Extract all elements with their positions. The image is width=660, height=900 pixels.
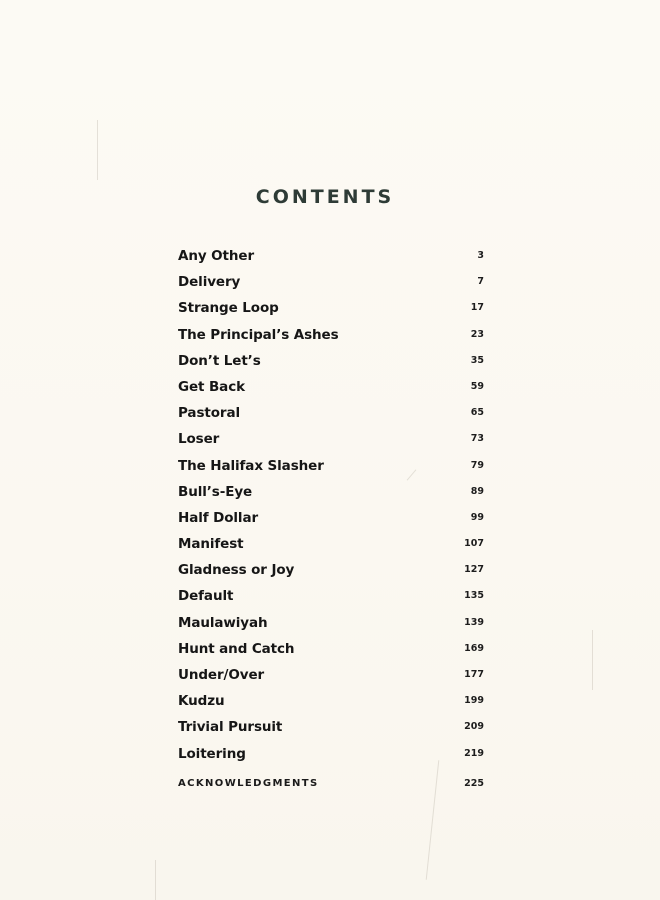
- toc-entry-title: The Halifax Slasher: [178, 457, 324, 474]
- toc-entry[interactable]: [178, 453, 484, 479]
- toc-entry-title: Kudzu: [178, 693, 225, 710]
- toc-entry[interactable]: [178, 662, 484, 688]
- toc-entry[interactable]: [178, 583, 484, 609]
- toc-entry-title: Any Other: [178, 248, 255, 264]
- acknowledgments-title: ACKNOWLEDGMENTS: [178, 778, 319, 789]
- toc-entry-title: Hunt and Catch: [178, 640, 295, 657]
- toc-entry-title: Strange Loop: [178, 300, 279, 317]
- toc-entry[interactable]: [178, 243, 484, 269]
- contents-heading: CONTENTS: [255, 186, 395, 208]
- toc-entry[interactable]: [178, 531, 484, 557]
- toc-entry[interactable]: [178, 688, 484, 714]
- toc-entry-title: Default: [178, 588, 234, 605]
- toc-entry-title: Under/Over: [178, 667, 265, 683]
- toc-entry[interactable]: [178, 610, 484, 636]
- toc-entry-title: Loser: [178, 431, 220, 448]
- toc-entry-title: Half Dollar: [178, 509, 259, 526]
- toc-entry-title: Get Back: [178, 378, 245, 395]
- toc-entry[interactable]: [178, 374, 484, 400]
- toc-entry-page-number: 209: [464, 721, 484, 733]
- toc-entry-title: Bull’s-Eye: [178, 483, 253, 500]
- toc-entry-page-number: 7: [477, 276, 484, 288]
- toc-entry[interactable]: [178, 322, 484, 348]
- toc-entry[interactable]: [178, 400, 484, 426]
- toc-entry-page-number: 177: [464, 669, 484, 680]
- toc-entry-page-number: 169: [464, 642, 484, 654]
- toc-entry-page-number: 23: [470, 328, 484, 340]
- toc-entry-page-number: 3: [477, 250, 484, 261]
- toc-entry-page-number: 199: [464, 695, 484, 707]
- toc-entry-page-number: 17: [470, 302, 484, 314]
- toc-entry-page-number: 99: [470, 511, 484, 523]
- toc-entry[interactable]: [178, 714, 484, 740]
- toc-entry[interactable]: [178, 348, 484, 374]
- scan-mark: [155, 860, 156, 900]
- toc-entry[interactable]: [178, 505, 484, 531]
- toc-entry[interactable]: [178, 295, 484, 321]
- toc-entry-title: Manifest: [178, 536, 244, 553]
- toc-entry-page-number: 135: [464, 590, 484, 602]
- toc-entry-page-number: 139: [464, 616, 484, 628]
- toc-entry-title: Pastoral: [178, 405, 241, 422]
- toc-entry-title: Don’t Let’s: [178, 352, 261, 369]
- acknowledgments-entry[interactable]: [178, 778, 484, 789]
- toc-entry-page-number: 65: [470, 407, 484, 419]
- toc-entry-title: Gladness or Joy: [178, 562, 295, 579]
- toc-entry[interactable]: [178, 479, 484, 505]
- toc-entry-page-number: 107: [464, 538, 484, 550]
- toc-entry[interactable]: [178, 269, 484, 295]
- toc-entry-page-number: 219: [464, 747, 484, 759]
- toc-entry-page-number: 89: [470, 485, 484, 497]
- table-of-contents: [178, 243, 484, 767]
- toc-entry[interactable]: [178, 426, 484, 452]
- toc-entry-page-number: 73: [470, 433, 484, 445]
- toc-entry-page-number: 59: [470, 380, 484, 392]
- toc-entry[interactable]: [178, 557, 484, 583]
- toc-entry-title: Maulawiyah: [178, 614, 268, 631]
- toc-entry-title: The Principal’s Ashes: [178, 326, 339, 343]
- toc-entry-page-number: 127: [464, 564, 484, 576]
- toc-entry-page-number: 79: [470, 459, 484, 471]
- scan-mark: [592, 630, 593, 690]
- toc-entry-title: Loitering: [178, 745, 246, 762]
- scan-mark: [97, 120, 98, 180]
- acknowledgments-page-number: 225: [464, 778, 484, 789]
- toc-entry-title: Delivery: [178, 274, 241, 291]
- toc-entry-page-number: 35: [470, 354, 484, 366]
- toc-entry[interactable]: [178, 741, 484, 767]
- toc-entry[interactable]: [178, 636, 484, 662]
- toc-entry-title: Trivial Pursuit: [178, 719, 283, 736]
